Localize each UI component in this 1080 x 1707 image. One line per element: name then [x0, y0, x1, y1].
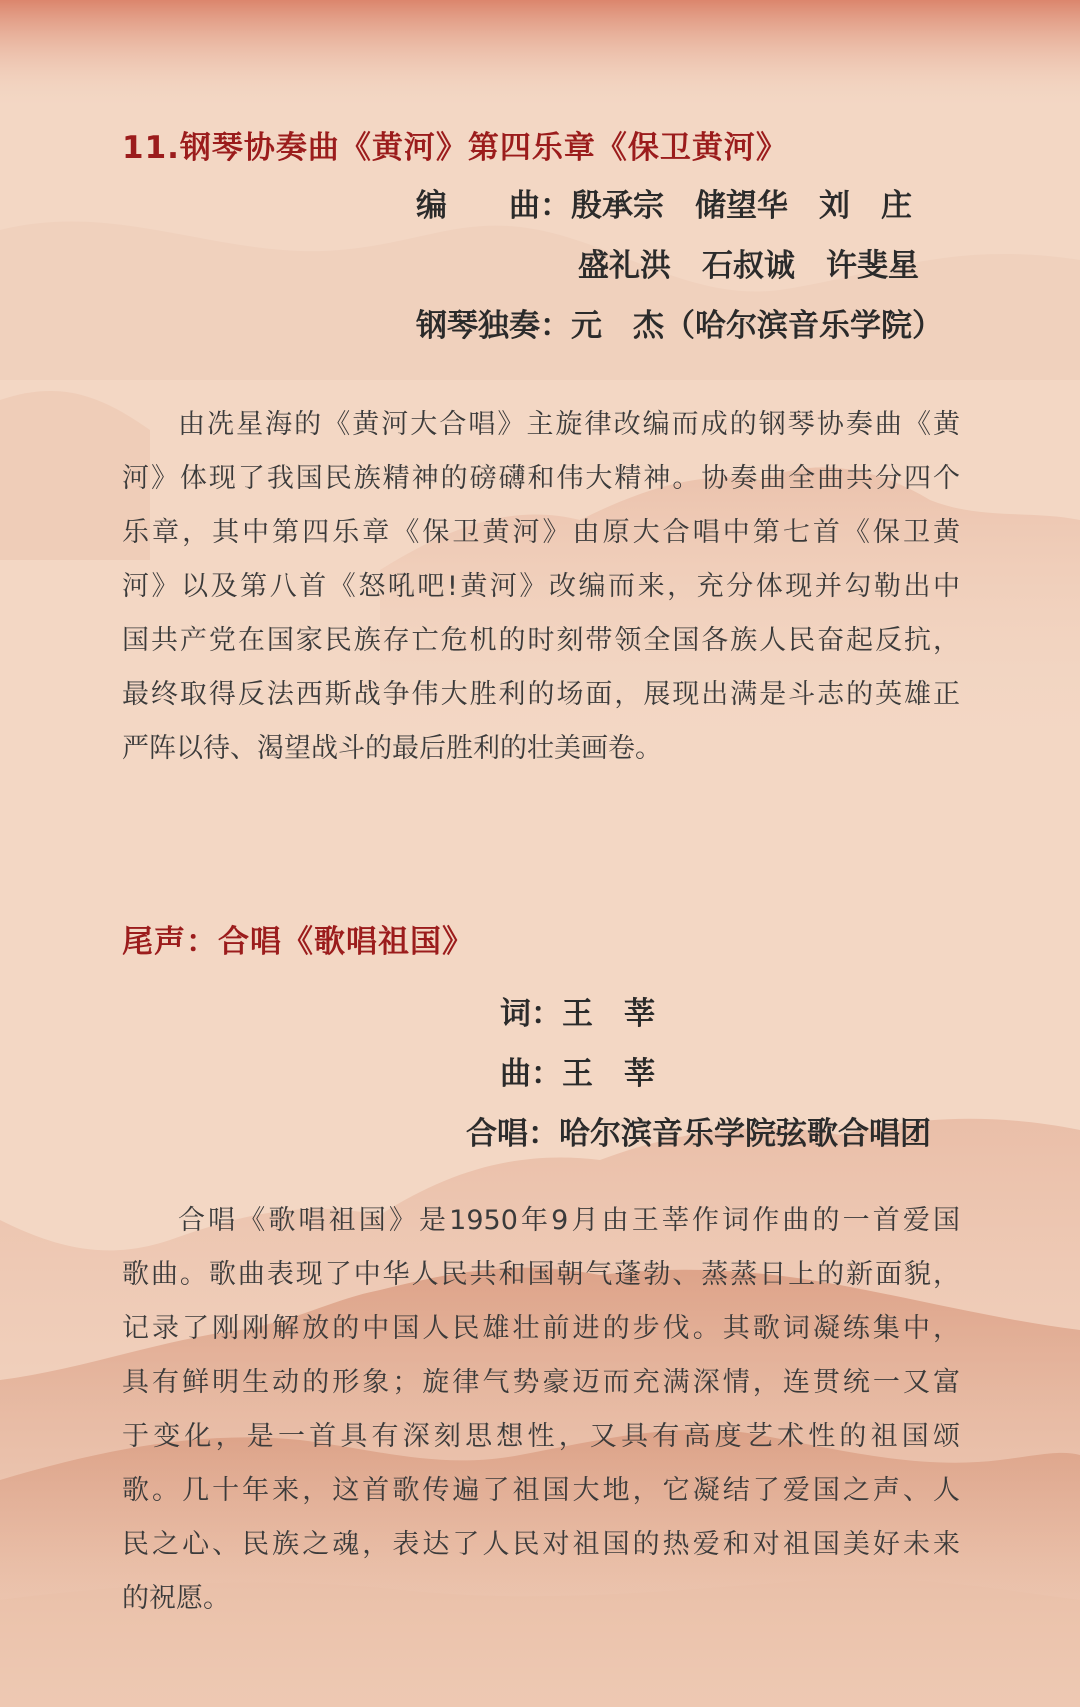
piano-credit: [416, 300, 943, 345]
paragraph-line: 最终取得反法西斯战争伟大胜利的场面，展现出满是斗志的英雄正: [122, 679, 960, 710]
finale-description: [122, 1194, 960, 1626]
composer-names-line1: 殷承宗 储望华 刘 庄: [571, 188, 912, 224]
paragraph-line: 国共产党在国家民族存亡危机的时刻带领全国各族人民奋起反抗，: [122, 625, 960, 656]
piano-value: 元 杰（哈尔滨音乐学院）: [571, 308, 943, 344]
paragraph-line: 严阵以待、渴望战斗的最后胜利的壮美画卷。: [122, 733, 662, 764]
paragraph-line: 乐章，其中第四乐章《保卫黄河》由原大合唱中第七首《保卫黄: [122, 517, 960, 548]
paragraph-line: 合唱《歌唱祖国》是1950年9月由王莘作词作曲的一首爱国: [178, 1205, 960, 1236]
piece-11-description: [122, 398, 960, 776]
paragraph-line: 民之心、民族之魂，表达了人民对祖国的热爱和对祖国美好未来: [122, 1529, 960, 1560]
piece-11-title: 11.钢琴协奏曲《黄河》第四乐章《保卫黄河》: [122, 130, 788, 166]
paragraph-line: 河》以及第八首《怒吼吧!黄河》改编而来，充分体现并勾勒出中: [122, 571, 960, 602]
paragraph-line: 河》体现了我国民族精神的磅礴和伟大精神。协奏曲全曲共分四个: [122, 463, 960, 494]
lyrics-value: 王 莘: [562, 996, 655, 1032]
piano-label: 钢琴独奏：: [416, 308, 571, 344]
finale-title: 尾声：合唱《歌唱祖国》: [122, 924, 474, 960]
lyrics-credit: [500, 988, 655, 1033]
paragraph-line: 的祝愿。: [122, 1583, 230, 1614]
paragraph-line: 歌。几十年来，这首歌传遍了祖国大地，它凝结了爱国之声、人: [122, 1475, 960, 1506]
chorus-credit: [466, 1108, 931, 1153]
music-value: 王 莘: [562, 1056, 655, 1092]
music-credit: [500, 1048, 655, 1093]
chorus-value: 哈尔滨音乐学院弦歌合唱团: [559, 1116, 931, 1152]
composer-names-line2: 盛礼洪 石叔诚 许斐星: [578, 248, 919, 284]
paragraph-line: 具有鲜明生动的形象；旋律气势豪迈而充满深情，连贯统一又富: [122, 1367, 960, 1398]
paragraph-line: 记录了刚刚解放的中国人民雄壮前进的步伐。其歌词凝练集中，: [122, 1313, 960, 1344]
paragraph-line: 歌曲。歌曲表现了中华人民共和国朝气蓬勃、蒸蒸日上的新面貌，: [122, 1259, 960, 1290]
music-label: 曲：: [500, 1056, 562, 1092]
composer-credit: [416, 180, 912, 225]
chorus-label: 合唱：: [466, 1116, 559, 1152]
composer-label: 编 曲：: [416, 188, 571, 224]
lyrics-label: 词：: [500, 996, 562, 1032]
paragraph-line: 由冼星海的《黄河大合唱》主旋律改编而成的钢琴协奏曲《黄: [178, 409, 960, 440]
paragraph-line: 于变化，是一首具有深刻思想性，又具有高度艺术性的祖国颂: [122, 1421, 960, 1452]
